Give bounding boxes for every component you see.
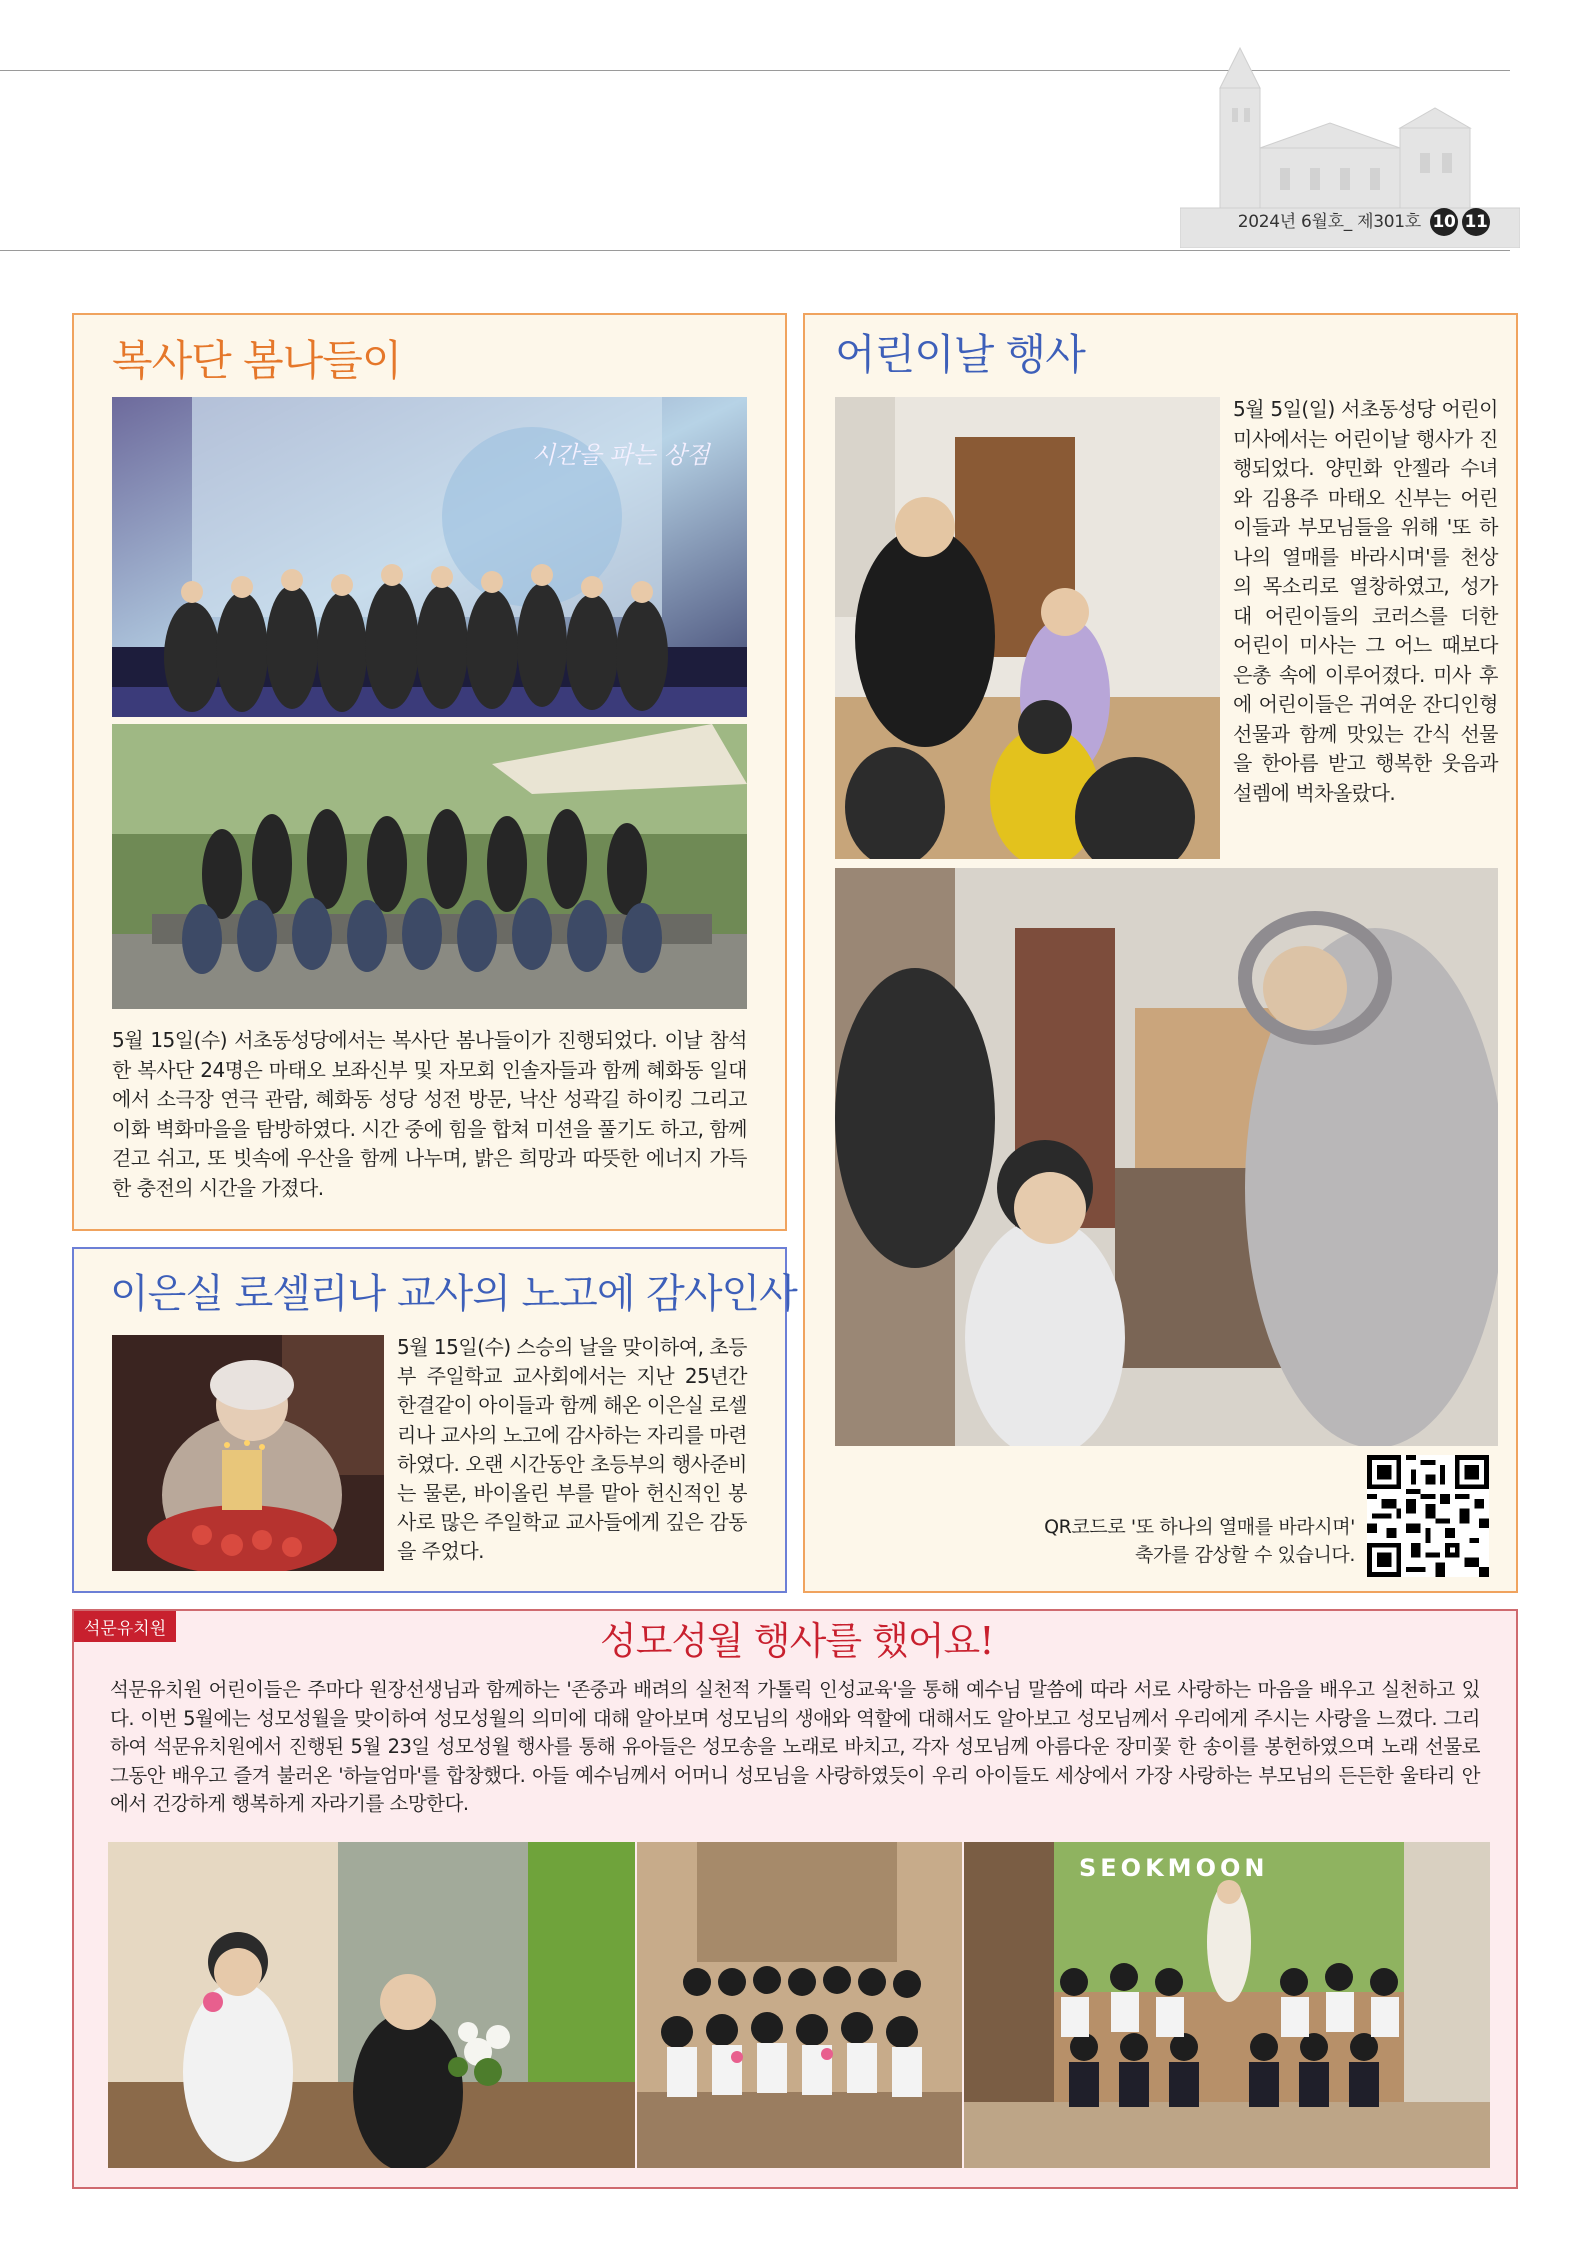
spring-outing-title: 복사단 봄나들이	[112, 336, 402, 385]
kindergarten-sign-text: SEOKMOON	[1079, 1854, 1269, 1882]
childrens-day-photo-sister	[835, 868, 1498, 1446]
kindergarten-body: 석문유치원 어린이들은 주마다 원장선생님과 함께하는 '존중과 배려의 실천적 가톨릭 인성교육'을 통해 예수님 말씀에 따라 서로 사랑하는 마음을 배우고 실천하고 있다. 이번 5월에는 성모성월을 맞이하여 성모성월의 의미에 대해 알아보며 성모님의 생애와 역할에 대해서도 알아보고 성모님께서 우리에게 주시는 사랑을 느꼈다. 그리하여 석문유치원에서 진행된 5월 23일 성모성월 행사를 통해 유아들은 성모송을 노래로 바치고, 각자 성모님께 아름다운 장미꽃 한 송이를 봉헌하였으며 노래 선물로 그동안 배우고 즐겨 불러온 '하늘엄마'를 합창했다. 아들 예수님께서 어머니 성모님을 사랑하였듯이 우리 아이들도 세상에서 가장 사랑하는 부모님의 든든한 울타리 안에서 건강하게 행복하게 자라기를 소망한다.	[110, 1678, 1480, 1815]
qr-caption-line2: 축가를 감상할 수 있습니다.	[1134, 1544, 1355, 1566]
spring-outing-photo-stage	[112, 397, 747, 717]
page-number-left: 10	[1430, 208, 1458, 236]
spring-outing-photo-park	[112, 724, 747, 1009]
page-number-right: 11	[1462, 208, 1490, 236]
childrens-day-photo-priest	[835, 397, 1220, 859]
teacher-thanks-photo	[112, 1335, 384, 1571]
childrens-day-title: 어린이날 행사	[835, 330, 1085, 379]
qr-caption	[1044, 1513, 1355, 1569]
stage-sign-text: 시간을 파는 상점	[532, 441, 710, 469]
issue-text: 2024년 6월호_ 제301호	[1237, 212, 1421, 232]
issue-info	[1238, 207, 1490, 236]
kindergarten-title: 성모성월 행사를 했어요!	[600, 1619, 994, 1663]
qr-code[interactable]	[1367, 1455, 1489, 1577]
childrens-day-body: 5월 5일(일) 서초동성당 어린이 미사에서는 어린이날 행사가 진행되었다. 양민화 안젤라 수녀와 김용주 마태오 신부는 어린이들과 부모님들을 위해 '또 하나의 열매를 바라시며'를 천상의 목소리로 열창하였고, 성가대 어린이들의 코러스를 더한 어린이 미사는 그 어느 때보다 은총 속에 이루어졌다. 미사 후에 어린이들은 귀여운 잔디인형 선물과 함께 맛있는 간식 선물을 한아름 받고 행복한 웃음과 설렘에 벅차올랐다.	[1233, 397, 1498, 805]
teacher-thanks-title: 이은실 로셀리나 교사의 노고에 감사인사	[110, 1271, 797, 1317]
qr-caption-line1: QR코드로 '또 하나의 열매를 바라시며'	[1044, 1516, 1355, 1538]
spring-outing-body: 5월 15일(수) 서초동성당에서는 복사단 봄나들이가 진행되었다. 이날 참석한 복사단 24명은 마태오 보좌신부 및 자모회 인솔자들과 함께 혜화동 일대에서 소극장 연극 관람, 혜화동 성당 성전 방문, 낙산 성곽길 하이킹 그리고 이화 벽화마을을 탐방하였다. 시간 중에 힘을 합쳐 미션을 풀기도 하고, 함께 걷고 쉬고, 또 빗속에 우산을 함께 나누며, 밝은 희망과 따뜻한 에너지 가득한 충전의 시간을 가졌다.	[112, 1028, 747, 1200]
kindergarten-photo-group	[637, 1842, 962, 2168]
header-bottom-rule	[0, 250, 1510, 251]
kindergarten-tag: 석문유치원	[74, 1611, 176, 1642]
kindergarten-photo-mary	[964, 1842, 1490, 2168]
kindergarten-photo-rose	[108, 1842, 635, 2168]
teacher-thanks-body: 5월 15일(수) 스승의 날을 맞이하여, 초등부 주일학교 교사회에서는 지난 25년간 한결같이 아이들과 함께 해온 이은실 로셀리나 교사의 노고에 감사하는 자리를 마련하였다. 오랜 시간동안 초등부의 행사준비는 물론, 바이올린 부를 맡아 헌신적인 봉사로 많은 주일학교 교사들에게 깊은 감동을 주었다.	[397, 1335, 747, 1564]
